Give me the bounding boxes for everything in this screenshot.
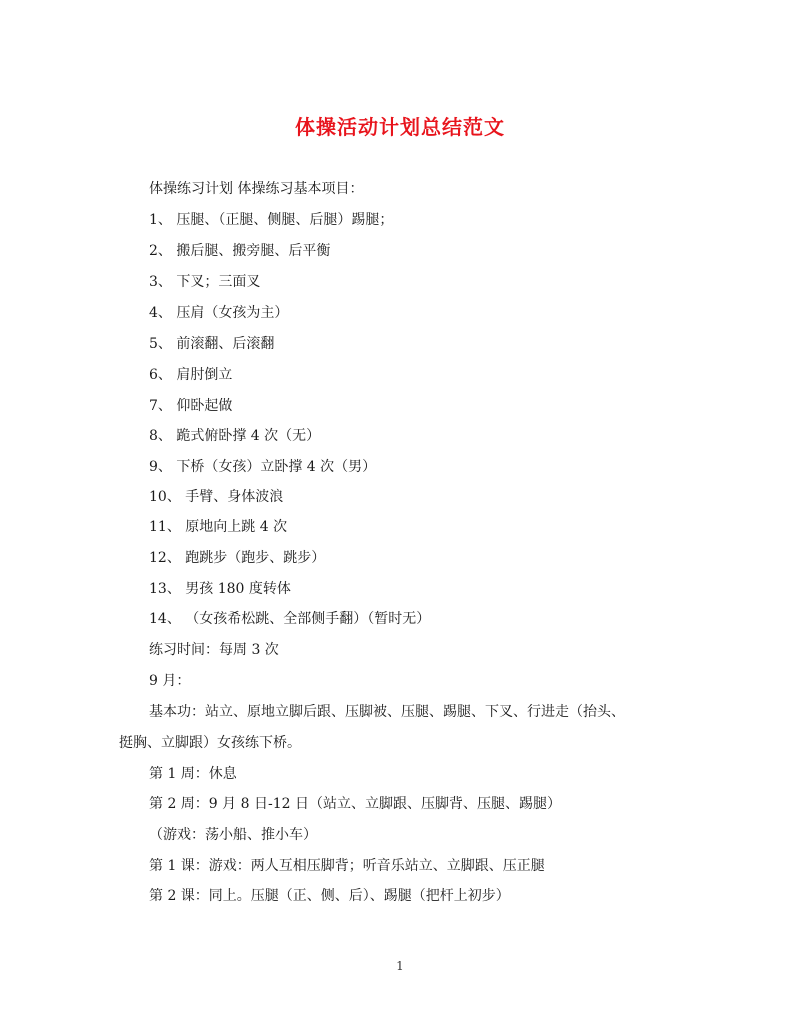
list-item-10: 10、 手臂、身体波浪	[149, 489, 284, 505]
list-item-6: 6、 肩肘倒立	[149, 367, 233, 383]
text-line-intro: 体操练习计划 体操练习基本项目：	[149, 181, 364, 197]
list-item-12: 12、 跑跳步（跑步、跳步）	[149, 550, 326, 566]
list-item-4: 4、 压肩（女孩为主）	[149, 305, 289, 321]
document-title: 体操活动计划总结范文	[295, 115, 505, 139]
list-item-11: 11、 原地向上跳 4 次	[149, 519, 288, 535]
practice-time-line: 练习时间：每周 3 次	[149, 642, 279, 658]
page-number: 1	[396, 959, 404, 973]
list-item-1: 1、 压腿、（正腿、侧腿、后腿）踢腿；	[149, 212, 394, 228]
list-item-13: 13、 男孩 180 度转体	[149, 581, 291, 597]
month-heading: 9 月：	[149, 673, 191, 689]
list-item-9: 9、 下桥（女孩）立卧撑 4 次（男）	[149, 459, 377, 475]
basics-paragraph-line-2: 挺胸、立脚跟）女孩练下桥。	[119, 735, 301, 751]
list-item-14: 14、 （女孩希松跳、全部侧手翻）（暂时无）	[149, 611, 431, 627]
list-item-3: 3、 下叉；三面叉	[149, 274, 261, 290]
list-item-2: 2、 搬后腿、搬旁腿、后平衡	[149, 243, 331, 259]
lesson-1-line: 第 1 课：游戏：两人互相压脚背；听音乐站立、立脚跟、压正腿	[149, 858, 545, 874]
list-item-7: 7、 仰卧起做	[149, 398, 233, 414]
games-line: （游戏：荡小船、推小车）	[149, 827, 317, 843]
lesson-2-line: 第 2 课：同上。压腿（正、侧、后）、踢腿（把杆上初步）	[149, 888, 510, 904]
list-item-8: 8、 跪式俯卧撑 4 次（无）	[149, 428, 321, 444]
week-1-line: 第 1 周：休息	[149, 766, 237, 782]
basics-paragraph-line-1: 基本功：站立、原地立脚后跟、压脚被、压腿、踢腿、下叉、行进走（抬头、	[149, 704, 625, 720]
week-2-line: 第 2 周：9 月 8 日-12 日（站立、立脚跟、压脚背、压腿、踢腿）	[149, 796, 561, 812]
list-item-5: 5、 前滚翻、后滚翻	[149, 336, 275, 352]
